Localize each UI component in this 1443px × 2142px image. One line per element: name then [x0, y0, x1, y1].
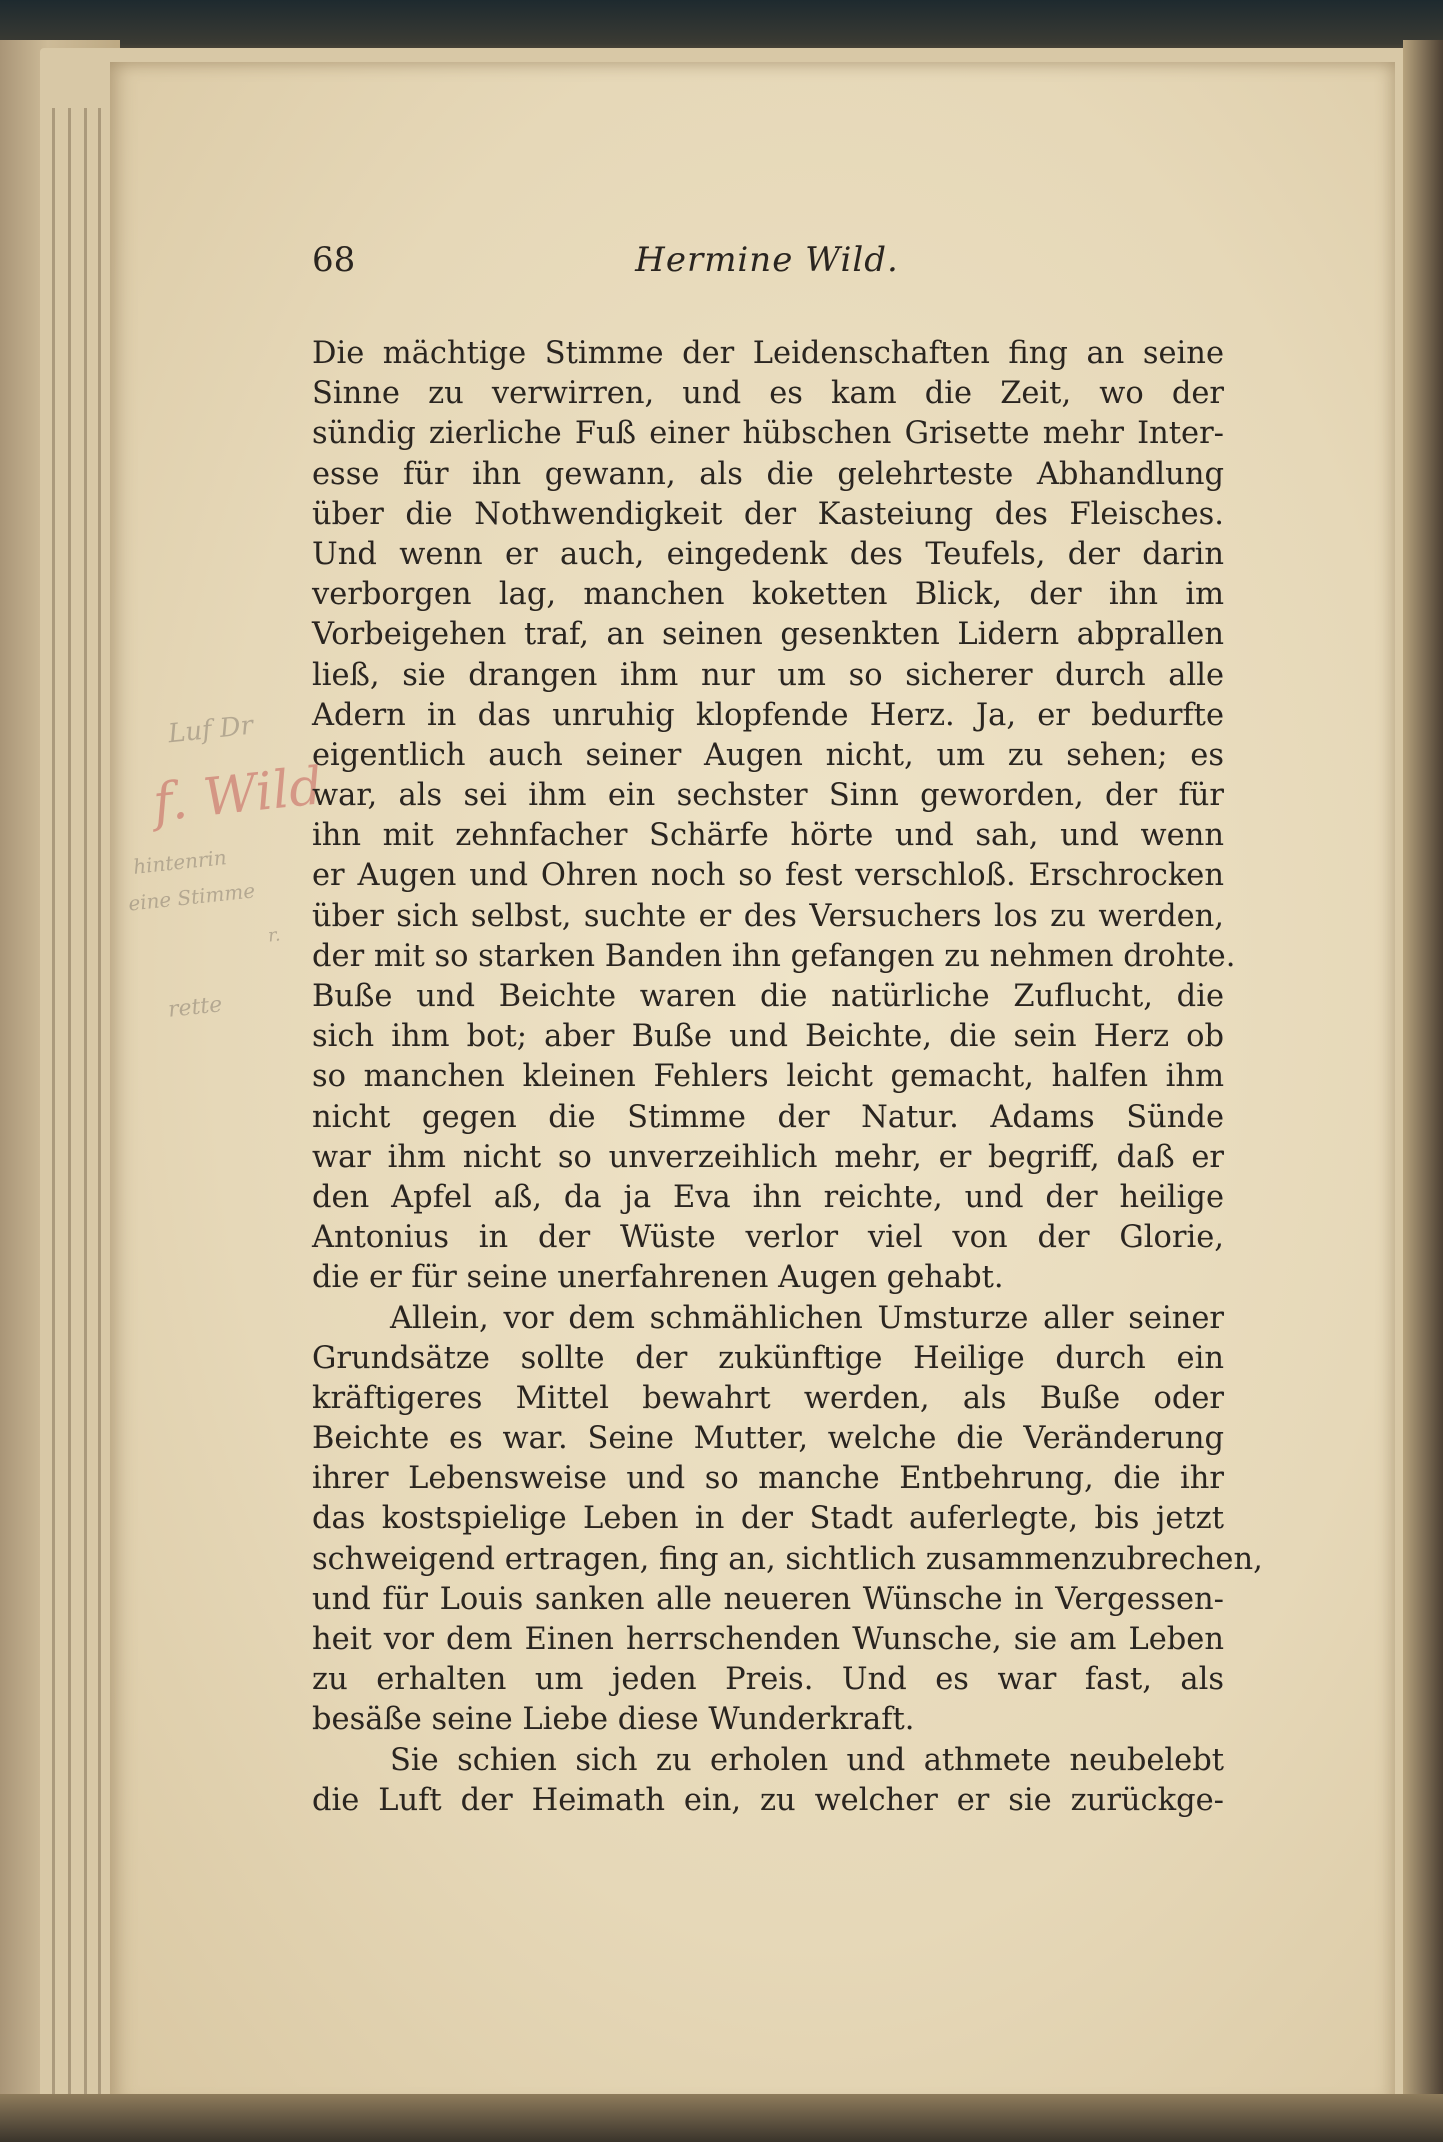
margin-note: rette: [166, 992, 224, 1023]
text-line: war ihm nicht so unverzeihlich mehr, er begriff, daß er: [312, 1139, 1224, 1175]
text-line: kräftigeres Mittel bewahrt werden, als Buße oder: [312, 1380, 1224, 1416]
text-line: Die mächtige Stimme der Leidenschaften fing an seine: [312, 336, 1224, 371]
text-line: Antonius in der Wüste verlor viel von der Glorie,: [312, 1220, 1224, 1256]
text-line: Buße und Beichte waren die natürliche Zuflucht, die: [312, 979, 1224, 1014]
margin-note: Luf Dr: [166, 710, 255, 750]
margin-note: r.: [266, 924, 282, 947]
text-line: besäße seine Liebe diese Wunderkraft.: [312, 1702, 915, 1738]
page-stack-line: [84, 108, 87, 2098]
book-gutter-shadow: [1403, 40, 1443, 2120]
text-line: eigentlich auch seiner Augen nicht, um zu sehen; es: [312, 737, 1224, 773]
page-stack-line: [68, 108, 71, 2098]
page-stack-line: [52, 108, 55, 2098]
text-line: die Luft der Heimath ein, zu welcher er sie zurückge-: [312, 1782, 1224, 1818]
text-line: verborgen lag, manchen koketten Blick, der ihn im: [312, 577, 1224, 613]
text-line: Vorbeigehen traf, an seinen gesenkten Lidern abprallen: [312, 617, 1224, 653]
margin-note: eine Stimme: [127, 878, 257, 916]
text-line: schweigend ertragen, fing an, sichtlich zusammenzubrechen,: [312, 1541, 1263, 1577]
text-line: über sich selbst, suchte er des Versuchers los zu werden,: [312, 898, 1224, 934]
text-line: Grundsätze sollte der zukünftige Heilige durch ein: [312, 1340, 1224, 1376]
text-line: esse für ihn gewann, als die gelehrteste Abhandlung: [312, 456, 1224, 492]
page-stack-line: [98, 108, 101, 2098]
text-line: der mit so starken Banden ihn gefangen zu nehmen drohte.: [312, 938, 1236, 974]
running-head: Hermine Wild.: [635, 240, 899, 280]
text-line: nicht gegen die Stimme der Natur. Adams Sünde: [312, 1099, 1224, 1135]
text-line: Beichte es war. Seine Mutter, welche die Veränderung: [312, 1421, 1224, 1457]
margin-note: hintenrin: [132, 845, 228, 879]
book-bottom-edge: [0, 2094, 1443, 2142]
text-line: sich ihm bot; aber Buße und Beichte, die sein Herz ob: [312, 1019, 1224, 1055]
text-line: heit vor dem Einen herrschenden Wunsche, sie am Leben: [312, 1622, 1224, 1657]
text-line: das kostspielige Leben in der Stadt auferlegte, bis jetzt: [312, 1501, 1224, 1537]
text-line: den Apfel aß, da ja Eva ihn reichte, und der heilige: [312, 1179, 1224, 1215]
text-line: Und wenn er auch, eingedenk des Teufels, der darin: [312, 536, 1224, 572]
text-line: Adern in das unruhig klopfende Herz. Ja, er bedurfte: [312, 697, 1224, 733]
page-number: 68: [312, 240, 356, 280]
text-line: er Augen und Ohren noch so fest verschloß. Erschrocken: [312, 858, 1224, 894]
text-line: sündig zierliche Fuß einer hübschen Grisette mehr Inter-: [312, 416, 1224, 452]
text-line: ihn mit zehnfacher Schärfe hörte und sah, und wenn: [312, 818, 1224, 854]
text-line: so manchen kleinen Fehlers leicht gemacht, halfen ihm: [312, 1059, 1224, 1095]
text-line: war, als sei ihm ein sechster Sinn geworden, der für: [312, 778, 1224, 814]
text-line: Sie schien sich zu erholen und athmete neubelebt: [390, 1742, 1224, 1778]
text-line: die er für seine unerfahrenen Augen gehabt.: [312, 1260, 1004, 1296]
page-header: [312, 240, 1222, 290]
text-line: Allein, vor dem schmählichen Umsturze aller seiner: [390, 1300, 1224, 1336]
text-line: Sinne zu verwirren, und es kam die Zeit, wo der: [312, 376, 1224, 412]
text-line: und für Louis sanken alle neueren Wünsche in Vergessen-: [312, 1581, 1224, 1617]
text-line: zu erhalten um jeden Preis. Und es war fast, als: [312, 1662, 1224, 1698]
text-line: ließ, sie drangen ihm nur um so sicherer durch alle: [312, 657, 1224, 693]
margin-note: f. Wild: [150, 756, 326, 834]
text-line: ihrer Lebensweise und so manche Entbehrung, die ihr: [312, 1461, 1224, 1497]
body-text: [312, 334, 1263, 1821]
text-line: über die Nothwendigkeit der Kasteiung des Fleisches.: [312, 496, 1224, 532]
